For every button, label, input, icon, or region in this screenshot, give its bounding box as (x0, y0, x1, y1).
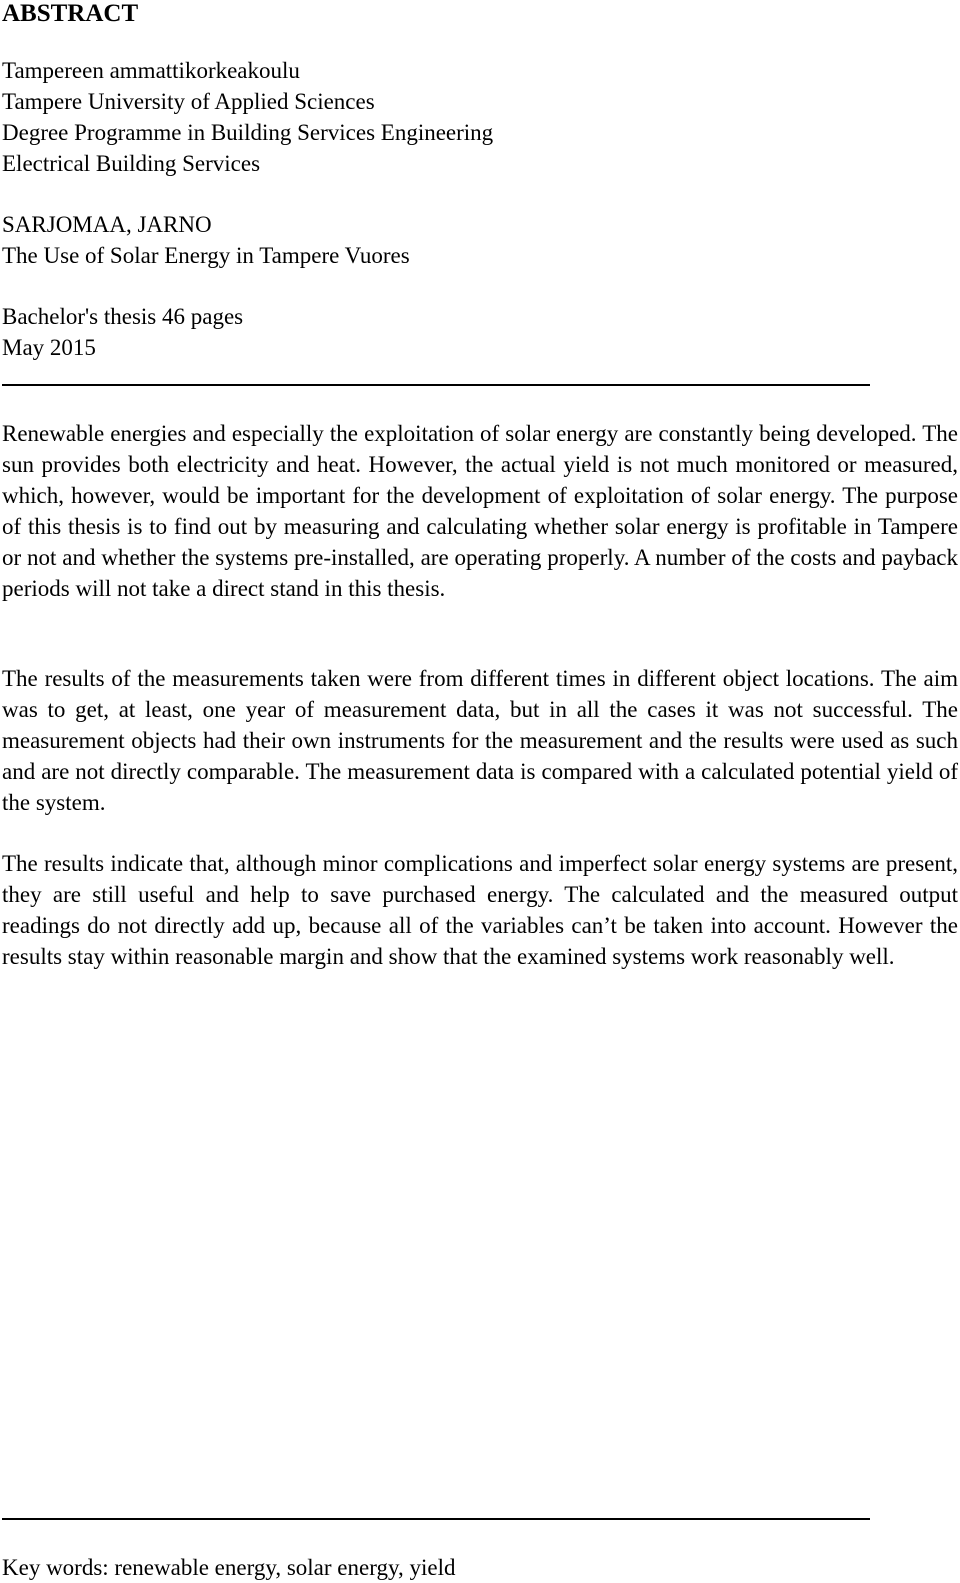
top-divider (2, 384, 870, 386)
abstract-paragraph-2: The results of the measurements taken were from different times in different object locations. The aim was to get, at least, one year of measurement data, but in all the cases it was not successful. The measurement objects had their own instruments for the measurement and the results were used as such and are not directly comparable. The measurement data is compared with a calculated potential yield of the system. (2, 666, 958, 815)
degree-programme: Degree Programme in Building Services Engineering (2, 120, 494, 145)
abstract-heading: ABSTRACT (2, 0, 139, 27)
institution-block (2, 55, 493, 179)
abstract-paragraph-1: Renewable energies and especially the exploitation of solar energy are constantly being developed. The sun provides both electricity and heat. However, the actual yield is not much monitored or measured, which, however, would be important for the development of exploitation of solar energy. The purpose of this thesis is to find out by measuring and calculating whether solar energy is profitable in Tampere or not and whether the systems pre-installed, are operating properly. A number of the costs and payback periods will not take a direct stand in this thesis. (2, 421, 958, 601)
thesis-title: The Use of Solar Energy in Tampere Vuores (2, 243, 410, 268)
author-name: SARJOMAA, JARNO (2, 212, 212, 237)
author-title-block (2, 209, 410, 271)
thesis-info-block (2, 301, 243, 363)
institution-name-finnish: Tampereen ammattikorkeakoulu (2, 58, 300, 83)
thesis-date: May 2015 (2, 335, 96, 360)
abstract-paragraph-3: The results indicate that, although minor complications and imperfect solar energy systems are present, they are still useful and help to save purchased energy. The calculated and the measured output readings do not directly add up, because all of the variables can’t be taken into account. However the results stay within reasonable margin and show that the examined systems work reasonably well. (2, 851, 958, 969)
institution-name-english: Tampere University of Applied Sciences (2, 89, 375, 114)
thesis-type-pages: Bachelor's thesis 46 pages (2, 304, 244, 329)
specialisation: Electrical Building Services (2, 151, 261, 176)
keywords-line: Key words: renewable energy, solar energy, yield (2, 1555, 456, 1580)
bottom-divider (2, 1518, 870, 1520)
